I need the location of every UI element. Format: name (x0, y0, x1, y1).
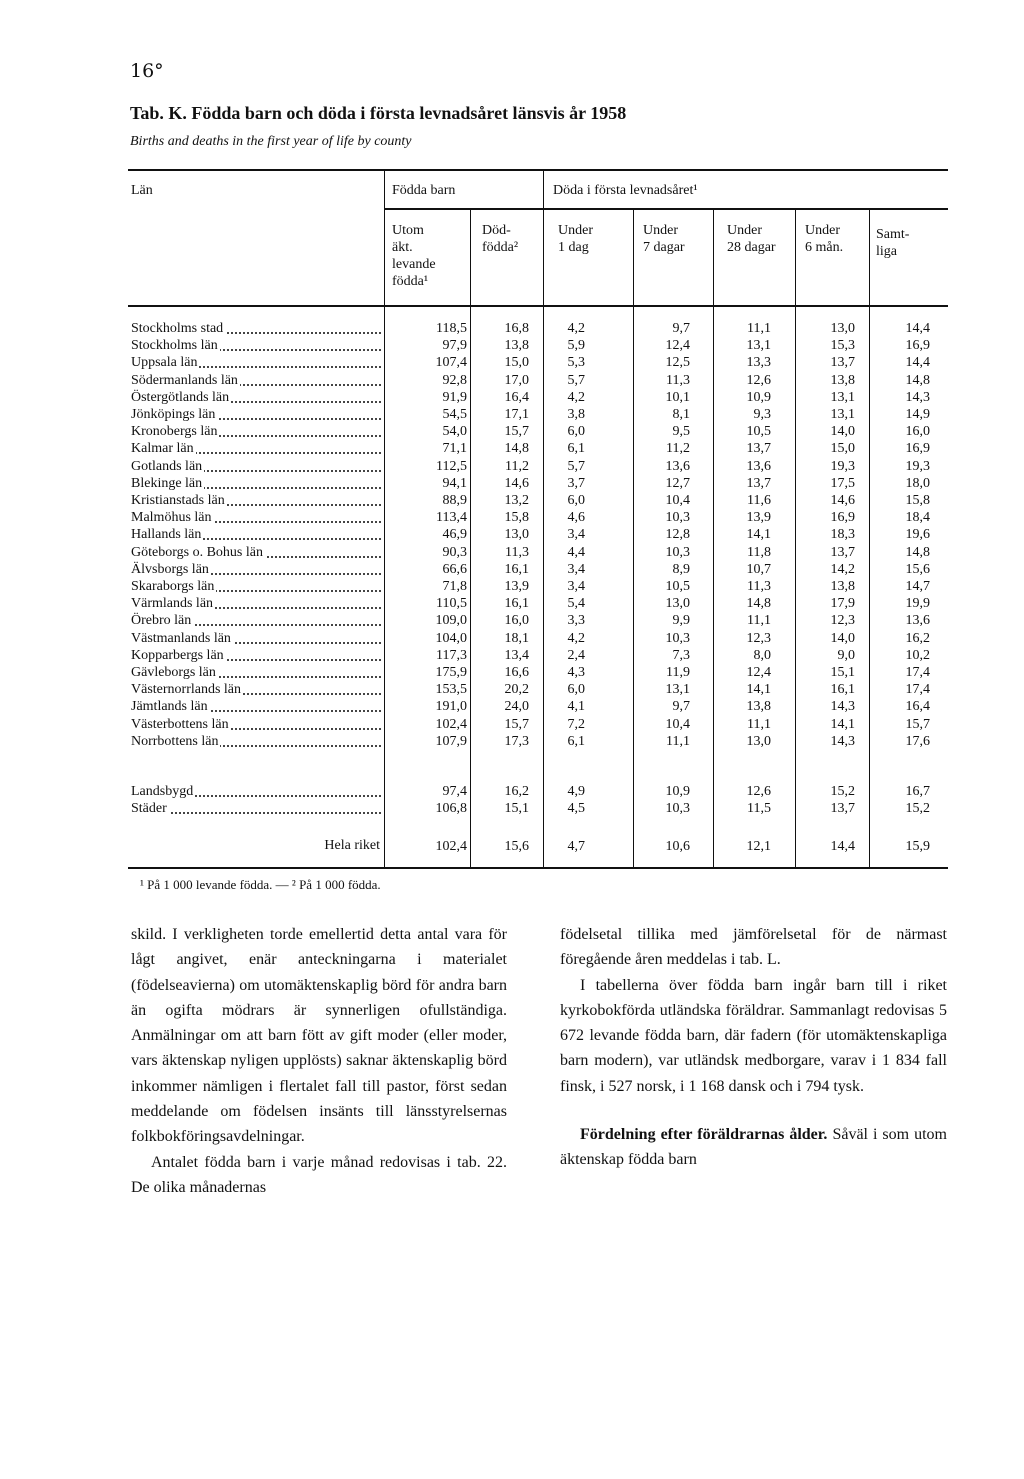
table-cell: 10,9 (665, 784, 690, 799)
row-label (131, 354, 381, 372)
table-cell: 6,0 (567, 682, 585, 697)
table-cell: 17,1 (504, 407, 529, 422)
table-cell: 104,0 (435, 631, 467, 646)
table-cell: 20,2 (504, 682, 529, 697)
table-cell: 10,3 (665, 510, 690, 525)
table-cell: 14,3 (830, 699, 855, 714)
right-paragraph-2: I tabellerna över födda barn ingår barn till i riket kyrkobokförda utländska föräldrar. Sammanlagt redovisas 5 672 levande födda barn, där fadern (för utomäktenskapliga barn modern), var utländsk medborgare, varav i 1 834 fall finsk, i 527 norsk, i 1 168 dansk och i 794 tysk. (560, 976, 947, 1095)
row-label-text: Landsbygd (131, 784, 194, 799)
table-cell: 15,8 (905, 493, 930, 508)
table-cell: 4,7 (567, 839, 585, 854)
row-label (131, 458, 381, 476)
left-paragraph-2: Antalet födda barn i varje månad redovisas i tab. 22. De olika månadernas (131, 1153, 507, 1196)
table-cell: 10,3 (665, 545, 690, 560)
table-cell: 15,3 (830, 338, 855, 353)
table-cell: 13,1 (830, 390, 855, 405)
row-label (131, 544, 381, 562)
right-paragraph-3 (560, 1122, 947, 1173)
row-label-text: Göteborgs o. Bohus län (131, 545, 263, 560)
table-cell: 10,9 (746, 390, 771, 405)
row-label-text: Kopparbergs län (131, 648, 224, 663)
table-cell: 4,2 (567, 321, 585, 336)
table-cell: 5,7 (567, 373, 585, 388)
table-cell: 15,7 (504, 717, 529, 732)
table-cell: 15,0 (830, 441, 855, 456)
table-cell: 66,6 (442, 562, 467, 577)
table-cell: 16,2 (504, 784, 529, 799)
table-cell: 18,4 (905, 510, 930, 525)
row-label (131, 612, 381, 630)
table-cell: 3,3 (567, 613, 585, 628)
table-cell: 14,1 (830, 717, 855, 732)
table-cell: 18,1 (504, 631, 529, 646)
row-label-text: Gotlands län (131, 459, 203, 474)
table-cell: 8,1 (672, 407, 690, 422)
row-label (131, 372, 381, 390)
table-cell: 12,6 (746, 784, 771, 799)
table-cell: 54,5 (442, 407, 467, 422)
table-cell: 107,9 (435, 734, 467, 749)
table-cell: 15,2 (905, 801, 930, 816)
table-cell: 12,8 (665, 527, 690, 542)
table-cell: 16,9 (905, 441, 930, 456)
table-cell: 14,3 (830, 734, 855, 749)
table-cell: 153,5 (435, 682, 467, 697)
row-label (131, 664, 381, 682)
table-cell: 97,9 (442, 338, 467, 353)
table-cell: 13,6 (665, 459, 690, 474)
table-cell: 17,4 (905, 682, 930, 697)
row-label-text: Värmlands län (131, 596, 214, 611)
header-doda-forsta: Döda i första levnadsåret¹ (553, 183, 698, 198)
table-cell: 5,7 (567, 459, 585, 474)
row-label-text: Stockholms län (131, 338, 218, 353)
table-cell: 10,6 (665, 839, 690, 854)
row-label (131, 716, 381, 734)
table-cell: 10,1 (665, 390, 690, 405)
table-cell: 110,5 (436, 596, 467, 611)
table-cell: 9,0 (837, 648, 855, 663)
table-cell: 11,9 (666, 665, 690, 680)
table-cell: 14,9 (905, 407, 930, 422)
row-label (131, 647, 381, 665)
table-cell: 16,8 (504, 321, 529, 336)
table-cell: 16,4 (905, 699, 930, 714)
table-cell: 16,0 (504, 613, 529, 628)
table-cell: 12,4 (665, 338, 690, 353)
footnote: ¹ På 1 000 levande födda. — ² På 1 000 födda. (140, 877, 381, 892)
table-cell: 14,1 (746, 527, 771, 542)
table-cell: 10,2 (905, 648, 930, 663)
table-cell: 19,3 (905, 459, 930, 474)
table-cell: 17,5 (830, 476, 855, 491)
row-label-text: Norrbottens län (131, 734, 219, 749)
table-cell: 91,9 (442, 390, 467, 405)
table-cell: 12,3 (830, 613, 855, 628)
table-cell: 12,1 (746, 839, 771, 854)
table-cell: 17,4 (905, 665, 930, 680)
table-cell: 19,3 (830, 459, 855, 474)
row-label-text: Gävleborgs län (131, 665, 216, 680)
table-cell: 11,1 (666, 734, 690, 749)
row-label-text: Städer (131, 801, 167, 816)
table-cell: 15,6 (905, 562, 930, 577)
header-lan: Län (131, 183, 153, 198)
row-label (131, 475, 381, 493)
table-cell: 14,0 (830, 424, 855, 439)
row-label (131, 561, 381, 579)
row-label-text: Uppsala län (131, 355, 198, 370)
row-label-text: Örebro län (131, 613, 192, 628)
header-under-28-dagar: Under 28 dagar (727, 223, 776, 255)
table-cell: 102,4 (435, 717, 467, 732)
table-cell: 13,0 (830, 321, 855, 336)
table-cell: 90,3 (442, 545, 467, 560)
total-row-label: Hela riket (324, 838, 380, 853)
table-cell: 15,8 (504, 510, 529, 525)
table-cell: 4,1 (567, 699, 585, 714)
table-cell: 97,4 (442, 784, 467, 799)
table-cell: 13,0 (504, 527, 529, 542)
row-label-text: Västernorrlands län (131, 682, 242, 697)
table-cell: 13,8 (504, 338, 529, 353)
table-cell: 13,7 (830, 801, 855, 816)
table-cell: 4,9 (567, 784, 585, 799)
table-cell: 11,6 (747, 493, 771, 508)
table-cell: 4,2 (567, 390, 585, 405)
table-cell: 16,4 (504, 390, 529, 405)
table-cell: 92,8 (442, 373, 467, 388)
row-label-text: Skaraborgs län (131, 579, 215, 594)
row-label-text: Kristianstads län (131, 493, 225, 508)
table-cell: 9,9 (672, 613, 690, 628)
table-cell: 118,5 (436, 321, 467, 336)
header-samtliga: Samt- liga (876, 227, 910, 259)
table-cell: 24,0 (504, 699, 529, 714)
table-cell: 10,4 (665, 717, 690, 732)
table-cell: 7,2 (567, 717, 585, 732)
table-cell: 3,4 (567, 562, 585, 577)
table-cell: 14,4 (830, 839, 855, 854)
table-cell: 11,3 (666, 373, 690, 388)
table-cell: 15,7 (504, 424, 529, 439)
right-text-column (560, 922, 947, 1173)
table-cell: 13,9 (504, 579, 529, 594)
row-label-text: Jämtlands län (131, 699, 208, 714)
table-cell: 14,3 (905, 390, 930, 405)
table-cell: 13,7 (830, 545, 855, 560)
row-label (131, 800, 381, 818)
table-cell: 6,0 (567, 424, 585, 439)
table-cell: 4,5 (567, 801, 585, 816)
table-cell: 12,3 (746, 631, 771, 646)
table-cell: 3,7 (567, 476, 585, 491)
table-cell: 12,7 (665, 476, 690, 491)
table-cell: 4,4 (567, 545, 585, 560)
row-label-text: Kronobergs län (131, 424, 218, 439)
table-cell: 11,2 (666, 441, 690, 456)
header-under-7-dagar: Under 7 dagar (643, 223, 685, 255)
table-cell: 14,4 (905, 321, 930, 336)
table-cell: 46,9 (442, 527, 467, 542)
row-label (131, 406, 381, 424)
table-cell: 13,1 (665, 682, 690, 697)
table-cell: 102,4 (435, 839, 467, 854)
row-label (131, 783, 381, 801)
table-cell: 13,6 (905, 613, 930, 628)
right-paragraph-3-text: Såväl i som utom äktenskap födda barn (560, 1126, 947, 1169)
right-paragraph-1: födelsetal tillika med jämförelsetal för de närmast föregående åren meddelas i tab. L. (560, 926, 947, 969)
table-cell: 117,3 (436, 648, 467, 663)
table-subtitle: Births and deaths in the first year of life by county (130, 134, 412, 149)
table-cell: 13,8 (830, 373, 855, 388)
table-cell: 11,5 (747, 801, 771, 816)
row-label (131, 698, 381, 716)
table-cell: 15,0 (504, 355, 529, 370)
table-cell: 16,9 (830, 510, 855, 525)
row-label (131, 320, 381, 338)
table-cell: 19,9 (905, 596, 930, 611)
table-cell: 14,0 (830, 631, 855, 646)
rule-top (128, 169, 948, 171)
table-cell: 18,0 (905, 476, 930, 491)
table-cell: 14,8 (905, 373, 930, 388)
table-cell: 16,6 (504, 665, 529, 680)
table-cell: 15,7 (905, 717, 930, 732)
right-paragraph-3-heading: Fördelning efter föräldrarnas ålder. (580, 1126, 828, 1144)
table-cell: 14,7 (905, 579, 930, 594)
table-cell: 11,1 (747, 717, 771, 732)
table-cell: 10,4 (665, 493, 690, 508)
table-cell: 10,5 (665, 579, 690, 594)
table-cell: 6,0 (567, 493, 585, 508)
table-cell: 9,7 (672, 321, 690, 336)
table-cell: 14,2 (830, 562, 855, 577)
table-cell: 5,9 (567, 338, 585, 353)
table-cell: 16,9 (905, 338, 930, 353)
table-cell: 191,0 (435, 699, 467, 714)
table-cell: 4,3 (567, 665, 585, 680)
vrule-1 (384, 171, 385, 867)
table-cell: 71,8 (442, 579, 467, 594)
table-cell: 12,4 (746, 665, 771, 680)
table-cell: 16,1 (504, 562, 529, 577)
row-label (131, 423, 381, 441)
table-cell: 13,6 (746, 459, 771, 474)
table-cell: 13,0 (746, 734, 771, 749)
rule-header-bottom (128, 305, 948, 307)
table-cell: 54,0 (442, 424, 467, 439)
table-cell: 13,8 (830, 579, 855, 594)
table-cell: 13,3 (746, 355, 771, 370)
table-cell: 8,0 (753, 648, 771, 663)
table-cell: 13,9 (746, 510, 771, 525)
table-cell: 7,3 (672, 648, 690, 663)
table-cell: 94,1 (442, 476, 467, 491)
table-cell: 14,1 (746, 682, 771, 697)
row-label-text: Jönköpings län (131, 407, 216, 422)
table-cell: 4,6 (567, 510, 585, 525)
table-cell: 13,0 (665, 596, 690, 611)
page-number: 16° (130, 60, 164, 82)
table-cell: 8,9 (672, 562, 690, 577)
row-label-text: Stockholms stad (131, 321, 224, 336)
table-cell: 109,0 (435, 613, 467, 628)
row-label (131, 733, 381, 751)
header-fodda-barn: Födda barn (392, 183, 456, 198)
table-cell: 3,4 (567, 579, 585, 594)
table-cell: 10,3 (665, 631, 690, 646)
table-cell: 12,5 (665, 355, 690, 370)
table-cell: 14,6 (830, 493, 855, 508)
left-paragraph-1: skild. I verkligheten torde emellertid detta antal vara för lågt angivet, enär anteckningarna i materialet (födelseavierna) om utomäktenskaplig börd för andra barn än ogifta mödrars är synnerligen ofullständiga. Anmälningar om att barn fött av gift moder (eller moder, vars äktenskap nyligen upplösts) saknar äktenskaplig börd inkommer nämligen i flertalet fall till pastor, först sedan meddelande om födelsen insänts till länsstyrelsernas folkbokföringsavdelningar. (131, 926, 507, 1146)
row-label (131, 509, 381, 527)
row-label (131, 389, 381, 407)
table-cell: 19,6 (905, 527, 930, 542)
table-cell: 3,8 (567, 407, 585, 422)
header-under-6-man: Under 6 mån. (805, 223, 844, 255)
table-cell: 15,2 (830, 784, 855, 799)
table-cell: 9,5 (672, 424, 690, 439)
row-label-text: Malmöhus län (131, 510, 212, 525)
table-cell: 71,1 (442, 441, 467, 456)
table-cell: 13,1 (830, 407, 855, 422)
row-label (131, 681, 381, 699)
row-label (131, 526, 381, 544)
row-label (131, 440, 381, 458)
table-cell: 5,4 (567, 596, 585, 611)
table-cell: 88,9 (442, 493, 467, 508)
table-cell: 16,7 (905, 784, 930, 799)
table-cell: 11,1 (747, 321, 771, 336)
table-cell: 13,7 (830, 355, 855, 370)
table-cell: 16,0 (905, 424, 930, 439)
table-title: Tab. K. Födda barn och döda i första levnadsåret länsvis år 1958 (130, 103, 627, 123)
table-cell: 3,4 (567, 527, 585, 542)
table-cell: 11,1 (747, 613, 771, 628)
table-cell: 13,8 (746, 699, 771, 714)
table-cell: 14,8 (905, 545, 930, 560)
header-under-1-dag: Under 1 dag (558, 223, 593, 255)
table-cell: 9,7 (672, 699, 690, 714)
table-cell: 18,3 (830, 527, 855, 542)
left-text-column (131, 922, 507, 1200)
row-label-text: Älvsborgs län (131, 562, 209, 577)
table-cell: 17,3 (504, 734, 529, 749)
row-label (131, 578, 381, 596)
table-cell: 16,1 (504, 596, 529, 611)
table-cell: 10,5 (746, 424, 771, 439)
table-cell: 175,9 (435, 665, 467, 680)
header-dodfodda: Död- födda² (482, 223, 519, 255)
table-cell: 15,1 (504, 801, 529, 816)
table-cell: 11,3 (505, 545, 529, 560)
table-cell: 6,1 (567, 734, 585, 749)
row-label (131, 630, 381, 648)
table-cell: 10,7 (746, 562, 771, 577)
table-cell: 106,8 (435, 801, 467, 816)
table-cell: 16,2 (905, 631, 930, 646)
table-cell: 15,6 (504, 839, 529, 854)
table-cell: 15,1 (830, 665, 855, 680)
table-cell: 14,8 (504, 441, 529, 456)
table-cell: 4,2 (567, 631, 585, 646)
table-cell: 16,1 (830, 682, 855, 697)
row-label-text: Östergötlands län (131, 390, 230, 405)
row-label (131, 337, 381, 355)
header-utom: Utom äkt. levande födda¹ (392, 223, 436, 289)
table-cell: 9,3 (753, 407, 771, 422)
table-cell: 14,8 (746, 596, 771, 611)
table-cell: 12,6 (746, 373, 771, 388)
table-cell: 13,4 (504, 648, 529, 663)
table-cell: 13,7 (746, 441, 771, 456)
row-label-text: Södermanlands län (131, 373, 238, 388)
table-cell: 11,8 (747, 545, 771, 560)
table-cell: 113,4 (436, 510, 467, 525)
row-label-text: Kalmar län (131, 441, 194, 456)
table-cell: 17,9 (830, 596, 855, 611)
table-cell: 17,6 (905, 734, 930, 749)
table-cell: 10,3 (665, 801, 690, 816)
table-cell: 2,4 (567, 648, 585, 663)
table-cell: 15,9 (905, 839, 930, 854)
row-label (131, 595, 381, 613)
table-cell: 14,4 (905, 355, 930, 370)
rule-bottom (128, 867, 948, 869)
table-cell: 14,6 (504, 476, 529, 491)
row-label-text: Västerbottens län (131, 717, 229, 732)
row-label-text: Västmanlands län (131, 631, 231, 646)
row-label-text: Hallands län (131, 527, 202, 542)
table-cell: 13,7 (746, 476, 771, 491)
table-cell: 17,0 (504, 373, 529, 388)
table-cell: 107,4 (435, 355, 467, 370)
row-label (131, 492, 381, 510)
table-cell: 13,1 (746, 338, 771, 353)
table-cell: 11,3 (747, 579, 771, 594)
table-cell: 6,1 (567, 441, 585, 456)
table-cell: 5,3 (567, 355, 585, 370)
row-label-text: Blekinge län (131, 476, 203, 491)
table-cell: 11,2 (505, 459, 529, 474)
table-cell: 112,5 (436, 459, 467, 474)
table-cell: 13,2 (504, 493, 529, 508)
